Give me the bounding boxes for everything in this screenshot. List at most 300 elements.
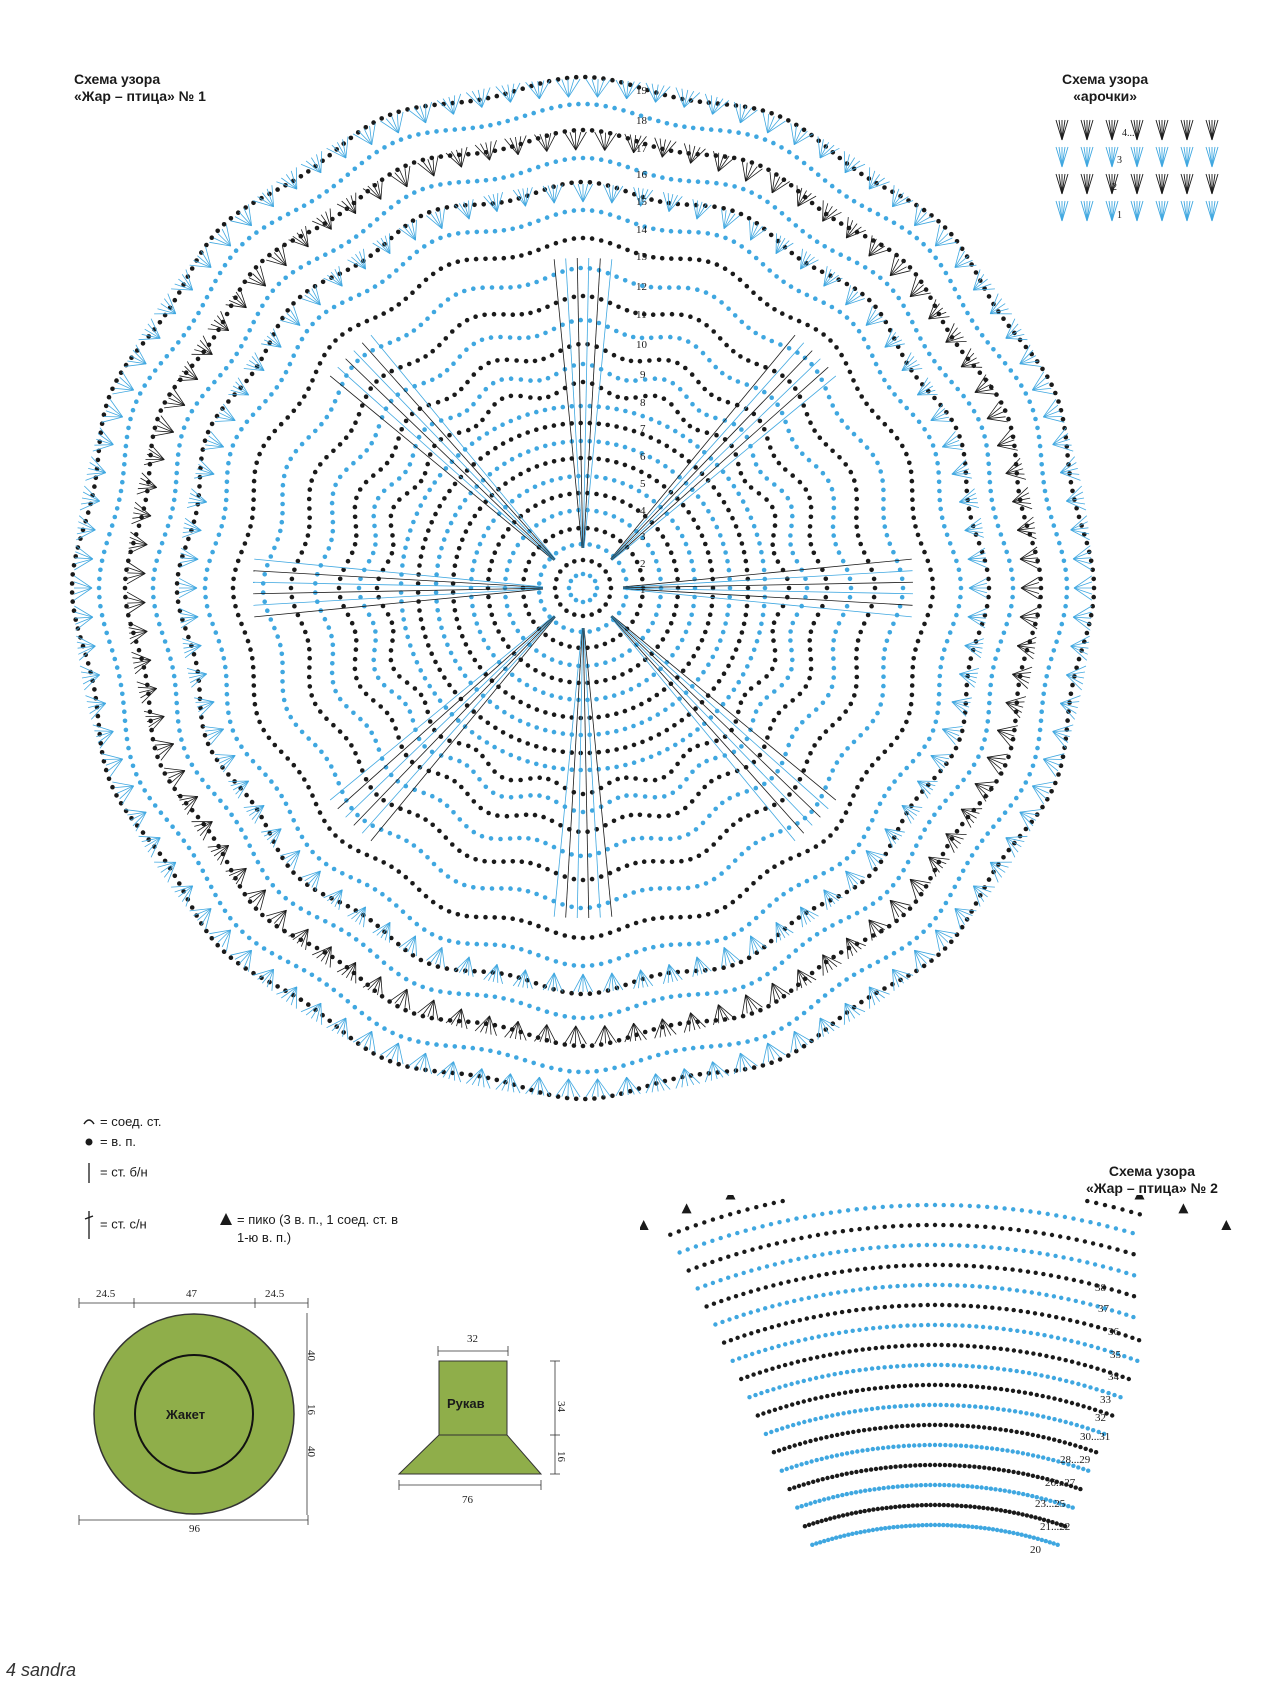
chain-dot (243, 835, 248, 840)
chain-dot (190, 905, 195, 910)
chain-dot (215, 229, 220, 234)
chain-dot (901, 868, 906, 873)
chain-dot (828, 833, 833, 838)
chain-dot (372, 504, 377, 509)
chain-dot (592, 75, 597, 80)
chain-dot (757, 630, 762, 635)
chain-dot (739, 471, 744, 476)
chain-dot (563, 238, 568, 243)
chain-dot (765, 972, 770, 977)
chain-dot (486, 646, 491, 651)
chain-dot (340, 839, 345, 844)
chain-dot (390, 638, 395, 643)
chain-dot (131, 764, 136, 769)
chain-dot (718, 533, 723, 538)
chain-dot (679, 313, 684, 318)
chain-dot (673, 1049, 678, 1054)
chain-dot (997, 354, 1002, 359)
chain-dot (910, 479, 915, 484)
chain-dot (724, 343, 729, 348)
chain-dot (429, 184, 434, 189)
chain-dot (653, 376, 658, 381)
chain-dot (332, 988, 337, 993)
fan-stitch (569, 1079, 575, 1097)
chain-dot (294, 723, 299, 728)
chain-dot (800, 229, 805, 234)
chain-dot (663, 708, 668, 713)
fan-stitch (562, 1079, 569, 1097)
chain-dot (372, 524, 377, 529)
chain-dot (493, 229, 498, 234)
chain-dot (809, 515, 814, 520)
chain-dot (750, 1011, 755, 1016)
chain-dot (617, 927, 622, 932)
chain-dot (561, 440, 566, 445)
chain-dot (178, 794, 183, 799)
chain-dot (790, 921, 795, 926)
chain-dot (275, 385, 280, 390)
chain-dot (252, 479, 257, 484)
chain-dot (761, 836, 766, 841)
chain-dot (464, 529, 469, 534)
chain-dot (660, 175, 665, 180)
chain-dot (786, 743, 791, 748)
chain-dot (919, 541, 924, 546)
chain-dot (554, 781, 559, 786)
chain-dot (234, 248, 239, 253)
chain-dot (417, 563, 422, 568)
chain-dot (705, 430, 710, 435)
chain-dot (612, 514, 617, 519)
chain-dot (741, 158, 746, 163)
chain-dot (524, 359, 529, 364)
chain-dot (338, 577, 343, 582)
chain-dot (868, 208, 873, 213)
chain-dot (948, 630, 953, 635)
chain-dot (270, 951, 275, 956)
chain-dot (412, 190, 417, 195)
chain-dot (731, 349, 736, 354)
chain-dot (338, 729, 343, 734)
chain-dot (603, 493, 608, 498)
chain-dot (500, 396, 505, 401)
chain-dot (353, 515, 358, 520)
chain-dot (611, 534, 616, 539)
chain-dot (257, 452, 262, 457)
chain-dot (534, 190, 539, 195)
chain-dot (291, 818, 296, 823)
chain-dot (243, 541, 248, 546)
chain-dot (472, 613, 477, 618)
chain-dot (765, 476, 770, 481)
chain-dot (805, 293, 810, 298)
chain-dot (738, 817, 743, 822)
chain-dot (500, 422, 505, 427)
chain-dot (411, 520, 416, 525)
chain-dot (572, 935, 577, 940)
chain-dot (1059, 408, 1064, 413)
chain-dot (572, 236, 577, 241)
chain-dot (657, 732, 662, 737)
chain-dot (718, 638, 723, 643)
chain-dot (607, 577, 612, 582)
chain-dot (717, 397, 722, 402)
chain-dot (401, 617, 406, 622)
chain-dot (922, 427, 927, 432)
fan-stitch (892, 969, 903, 983)
chain-dot (594, 680, 599, 685)
chain-dot (552, 845, 557, 850)
chain-dot (247, 936, 252, 941)
chain-dot (739, 927, 744, 932)
chain-dot (802, 128, 807, 133)
chain-dot (517, 678, 522, 683)
chain-dot (519, 224, 524, 229)
chain-dot (251, 674, 256, 679)
chain-dot (310, 378, 315, 383)
chain-dot (783, 704, 788, 709)
chain-dot (495, 94, 500, 99)
chain-dot (669, 915, 674, 920)
chain-dot (480, 834, 485, 839)
chain-dot (660, 943, 665, 948)
chain-dot (578, 992, 583, 997)
chain-dot (353, 420, 358, 425)
chain-dot (830, 449, 835, 454)
chain-dot (669, 621, 674, 626)
chain-dot (633, 378, 638, 383)
chain-dot (282, 474, 287, 479)
chain-dot (455, 555, 460, 560)
chain-dot (800, 720, 805, 725)
chain-dot (331, 643, 336, 648)
chain-dot (1004, 550, 1009, 555)
chain-dot (1057, 541, 1062, 546)
chain-dot (493, 621, 498, 626)
chain-dot (310, 322, 315, 327)
chain-dot (1061, 755, 1066, 760)
fan-stitch (204, 727, 224, 730)
fan-stitch (844, 1003, 845, 1025)
chain-dot (750, 160, 755, 165)
chain-dot (805, 323, 810, 328)
fan-stitch (742, 161, 746, 182)
chain-dot (177, 728, 182, 733)
chain-dot (527, 139, 532, 144)
chain-dot (588, 180, 593, 185)
chain-dot (1002, 631, 1007, 636)
chain-dot (787, 379, 792, 384)
chain-dot (567, 680, 572, 685)
chain-dot (795, 1016, 800, 1021)
chain-dot (953, 885, 958, 890)
chain-dot (629, 359, 634, 364)
chain-dot (687, 179, 692, 184)
chain-dot (399, 137, 404, 142)
chain-dot (267, 736, 272, 741)
chain-dot (670, 860, 675, 865)
chain-dot (501, 175, 506, 180)
chain-dot (740, 852, 745, 857)
fan-stitch (469, 957, 473, 977)
chain-dot (1077, 657, 1082, 662)
chain-dot (503, 577, 508, 582)
chain-dot (596, 715, 601, 720)
chain-dot (991, 665, 996, 670)
chain-dot (280, 492, 285, 497)
chain-dot (669, 402, 674, 407)
chain-dot (870, 763, 875, 768)
chain-dot (567, 475, 572, 480)
chain-dot (712, 967, 717, 972)
chain-dot (937, 480, 942, 485)
chain-dot (824, 729, 829, 734)
chain-dot (845, 315, 850, 320)
chain-dot (660, 996, 665, 1001)
chain-dot (465, 258, 470, 263)
chain-dot (491, 518, 496, 523)
chain-dot (86, 510, 91, 515)
chain-dot (492, 312, 497, 317)
chain-dot (868, 964, 873, 969)
chain-dot (500, 775, 505, 780)
chain-dot (662, 484, 667, 489)
chain-dot (996, 524, 1001, 529)
chain-dot (1089, 613, 1094, 618)
chain-dot (974, 901, 979, 906)
chain-dot (770, 542, 775, 547)
chain-dot (650, 551, 655, 556)
chain-dot (218, 271, 223, 276)
chain-dot (537, 308, 542, 313)
chain-dot (733, 313, 738, 318)
chain-dot (657, 439, 662, 444)
chain-dot (411, 453, 416, 458)
chain-dot (1087, 550, 1092, 555)
chain-dot (706, 940, 711, 945)
chain-dot (720, 371, 725, 376)
chain-dot (871, 901, 876, 906)
chain-dot (465, 380, 470, 385)
chain-dot (280, 652, 285, 657)
chain-dot (415, 660, 420, 665)
stitch-spoke (611, 616, 820, 817)
chain-dot (772, 369, 777, 374)
chain-dot (638, 359, 643, 364)
chain-dot (354, 676, 359, 681)
chain-dot (612, 106, 617, 111)
chain-dot (317, 856, 322, 861)
chain-dot (121, 471, 126, 476)
chain-dot (147, 376, 152, 381)
chain-dot (738, 894, 743, 899)
chain-dot (640, 720, 645, 725)
chain-dot (330, 671, 335, 676)
chain-dot (1024, 391, 1029, 396)
chain-dot (594, 644, 599, 649)
chain-dot (381, 860, 386, 865)
chain-dot (599, 157, 604, 162)
chain-dot (415, 250, 420, 255)
chain-dot (821, 471, 826, 476)
chain-dot (1009, 568, 1014, 573)
chain-dot (351, 711, 356, 716)
chain-dot (690, 372, 695, 377)
chain-dot (474, 424, 479, 429)
chain-dot (404, 419, 409, 424)
chain-dot (212, 380, 217, 385)
chain-dot (889, 743, 894, 748)
chain-dot (812, 743, 817, 748)
chain-dot (654, 559, 659, 564)
chain-dot (439, 266, 444, 271)
chain-dot (291, 901, 296, 906)
chain-dot (100, 613, 105, 618)
chain-dot (625, 863, 630, 868)
chain-dot (471, 286, 476, 291)
chain-dot (1087, 622, 1092, 627)
chain-dot (743, 693, 748, 698)
chain-dot (500, 749, 505, 754)
chain-dot (224, 805, 229, 810)
chain-dot (891, 550, 896, 555)
chain-dot (485, 431, 490, 436)
chain-dot (607, 391, 612, 396)
chain-dot (623, 426, 628, 431)
chain-dot (438, 236, 443, 241)
chain-dot (310, 199, 315, 204)
chain-dot (734, 524, 739, 529)
chain-dot (223, 909, 228, 914)
chain-dot (282, 698, 287, 703)
chain-dot (315, 256, 320, 261)
chain-dot (630, 1061, 635, 1066)
chain-dot (377, 747, 382, 752)
chain-dot (862, 621, 867, 626)
chain-dot (612, 819, 617, 824)
chain-dot (658, 285, 663, 290)
fan-stitch (586, 1079, 598, 1097)
chain-dot (382, 1026, 387, 1031)
chain-dot (648, 717, 653, 722)
chain-dot (501, 534, 506, 539)
chain-dot (236, 559, 241, 564)
chain-dot (346, 172, 351, 177)
chain-dot (554, 594, 559, 599)
fan-stitch (180, 613, 198, 616)
chain-dot (654, 612, 659, 617)
chain-dot (830, 184, 835, 189)
chain-dot (771, 141, 776, 146)
chain-dot (308, 684, 313, 689)
chain-dot (430, 378, 435, 383)
chain-dot (396, 735, 401, 740)
fan-stitch (339, 266, 343, 286)
chain-dot (260, 304, 265, 309)
chain-dot (881, 497, 886, 502)
chain-dot (727, 796, 732, 801)
chain-dot (147, 796, 152, 801)
chain-dot (92, 687, 97, 692)
chain-dot (466, 179, 471, 184)
chain-dot (1029, 820, 1034, 825)
chain-dot (612, 478, 617, 483)
fan-stitch (1073, 612, 1091, 617)
chain-dot (883, 524, 888, 529)
stitch-spoke (346, 359, 555, 560)
fan-stitch (127, 574, 145, 584)
chain-dot (860, 968, 865, 973)
chain-dot (790, 698, 795, 703)
chain-dot (394, 268, 399, 273)
chain-dot (780, 798, 785, 803)
chain-dot (840, 418, 845, 423)
chain-dot (295, 826, 300, 831)
chain-dot (745, 888, 750, 893)
chain-dot (726, 865, 731, 870)
chain-dot (339, 244, 344, 249)
chart1-title-line2: «Жар – птица» № 1 (74, 88, 206, 104)
chain-dot (711, 517, 716, 522)
chain-dot (525, 741, 530, 746)
chain-dot (617, 561, 622, 566)
chain-dot (412, 160, 417, 165)
chain-dot (475, 230, 480, 235)
chain-dot (303, 542, 308, 547)
chain-dot (182, 333, 187, 338)
chain-dot (758, 977, 763, 982)
chain-dot (222, 949, 227, 954)
chain-dot (123, 719, 128, 724)
chain-dot (262, 225, 267, 230)
chain-dot (331, 652, 336, 657)
chain-dot (425, 855, 430, 860)
chain-dot (830, 923, 835, 928)
chain-dot (814, 464, 819, 469)
chain-dot (585, 1070, 590, 1075)
chain-dot (134, 772, 139, 777)
chain-dot (904, 720, 909, 725)
chain-dot (603, 530, 608, 535)
chain-dot (1033, 417, 1038, 422)
chain-dot (969, 515, 974, 520)
fan-stitch (153, 740, 174, 744)
chain-dot (640, 414, 645, 419)
chain-dot (307, 497, 312, 502)
chain-dot (696, 941, 701, 946)
chain-dot (229, 359, 234, 364)
chain-dot (906, 860, 911, 865)
fan-stitch (442, 209, 445, 229)
chain-dot (617, 1009, 622, 1014)
chain-dot (275, 537, 280, 542)
chain-dot (761, 613, 766, 618)
chain-dot (631, 724, 636, 729)
chain-dot (922, 208, 927, 213)
chain-dot (610, 1094, 615, 1099)
chain-dot (698, 99, 703, 104)
chain-dot (1047, 506, 1052, 511)
chain-dot (354, 647, 359, 652)
chain-dot (649, 285, 654, 290)
chain-dot (558, 569, 563, 574)
chain-dot (307, 506, 312, 511)
chain-dot (486, 577, 491, 582)
chain-dot (375, 586, 380, 591)
chain-dot (617, 244, 622, 249)
chain-dot (879, 860, 884, 865)
chain-dot (736, 130, 741, 135)
